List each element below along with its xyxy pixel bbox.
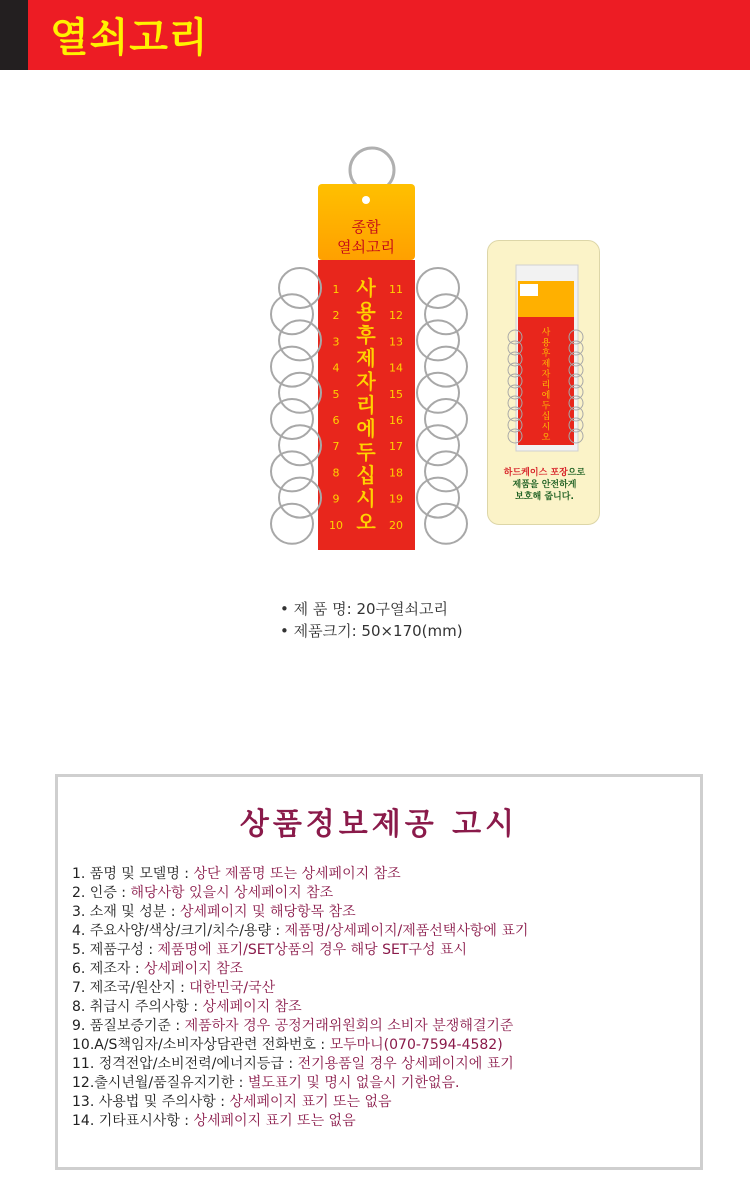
- tag-number: 13: [389, 335, 403, 349]
- tag-vertical-char: 오: [356, 510, 376, 534]
- notice-item-value: 별도표기 및 명시 없을시 기한없음.: [247, 1075, 460, 1091]
- tag-vertical-char: 십: [356, 463, 376, 488]
- tag-number: 4: [332, 361, 340, 375]
- notice-item-value: 상세페이지 참조: [202, 999, 302, 1015]
- notice-item-label: 8. 취급시 주의사항 :: [72, 999, 203, 1015]
- page-header: [0, 0, 750, 70]
- key-ring: [279, 425, 321, 465]
- notice-item-label: 1. 품명 및 모델명 :: [72, 866, 194, 882]
- notice-item-label: 10.A/S책임자/소비자상담관련 전화번호 :: [72, 1037, 330, 1053]
- tag-vertical-char: 에: [356, 416, 376, 441]
- tag-number: 18: [389, 466, 403, 480]
- notice-item-value: 제품명/상세페이지/제품선택사항에 표기: [284, 923, 529, 939]
- key-ring: [425, 294, 467, 334]
- notice-item-label: 12.출시년월/품질유지기한 :: [72, 1075, 248, 1091]
- notice-list: [72, 865, 702, 1131]
- notice-title: 상품정보제공 고시: [239, 807, 519, 842]
- notice-item-label: 5. 제품구성 :: [72, 942, 158, 958]
- notice-item: [72, 1093, 702, 1112]
- tag-vertical-char: 리: [356, 393, 376, 417]
- package-vertical-char: 리: [541, 380, 551, 391]
- notice-item: [72, 941, 702, 960]
- tag-number: 7: [332, 440, 340, 454]
- key-ring: [279, 478, 321, 518]
- notice-item: [72, 884, 702, 903]
- notice-item-value: 상세페이지 및 해당항목 참조: [179, 904, 356, 920]
- package-vertical-char: 후: [541, 349, 551, 359]
- key-ring: [417, 320, 459, 360]
- key-ring: [271, 347, 313, 387]
- key-ring: [279, 373, 321, 413]
- tag-hole: [362, 196, 370, 204]
- tag-vertical-char: 사: [356, 276, 376, 300]
- tag-number: 15: [389, 387, 403, 401]
- tag-number: 16: [389, 414, 403, 427]
- package-vertical-char: 십: [541, 412, 551, 422]
- package-vertical-char: 자: [541, 370, 551, 380]
- notice-item-label: 11. 정격전압/소비전력/에너지등급 :: [72, 1056, 298, 1072]
- notice-item: [72, 1036, 702, 1055]
- key-ring: [425, 399, 467, 439]
- tag-vertical-text: [355, 276, 376, 534]
- notice-item-value: 상세페이지 참조: [144, 961, 244, 977]
- package-vertical-char: 제: [541, 359, 551, 370]
- spec-product-name: • 제 품 명: 20구열쇠고리: [280, 600, 448, 618]
- key-rings-left: [271, 268, 321, 544]
- notice-item: [72, 865, 702, 884]
- tag-label-line-1: 종합: [351, 218, 381, 236]
- tag-number: 10: [329, 518, 343, 532]
- notice-item-value: 대한민국/국산: [189, 980, 276, 996]
- key-ring: [271, 294, 313, 334]
- notice-item-value: 전기용품일 경우 상세페이지에 표기: [297, 1056, 514, 1072]
- notice-item: [72, 922, 702, 941]
- key-ring: [417, 268, 459, 308]
- notice-item-label: 3. 소재 및 성분 :: [72, 904, 180, 920]
- notice-item: [72, 1055, 702, 1074]
- tag-number: 6: [332, 414, 340, 427]
- key-ring: [417, 425, 459, 465]
- package-image: [488, 241, 601, 466]
- package-vertical-char: 용: [541, 338, 551, 349]
- key-ring: [271, 451, 313, 491]
- tag-number: 11: [389, 283, 403, 296]
- product-image: [0, 140, 750, 560]
- notice-item-label: 9. 품질보증기준 :: [72, 1018, 185, 1034]
- tag-label-line-2: 열쇠고리: [337, 238, 395, 256]
- notice-item: [72, 979, 702, 998]
- package-vertical-char: 두: [541, 401, 551, 412]
- spec-product-size: • 제품크기: 50×170(mm): [280, 622, 463, 640]
- key-ring: [417, 478, 459, 518]
- tag-vertical-char: 자: [356, 369, 376, 394]
- tag-number: 14: [389, 361, 403, 375]
- tag-number: 1: [332, 283, 340, 296]
- package-vertical-char: 시: [541, 422, 551, 433]
- package-vertical-char: 오: [541, 433, 551, 443]
- tag-number: 12: [389, 309, 403, 323]
- tag-number: 17: [389, 440, 403, 454]
- tag-number: 9: [332, 492, 340, 506]
- tag-vertical-char: 시: [356, 486, 376, 511]
- tag-vertical-char: 제: [356, 346, 376, 371]
- key-ring: [279, 268, 321, 308]
- notice-item: [72, 960, 702, 979]
- tag-number: 5: [332, 387, 340, 401]
- header-accent-bar: [0, 0, 28, 70]
- key-ring: [425, 504, 467, 544]
- tag-number: 2: [332, 309, 340, 323]
- notice-item: [72, 998, 702, 1017]
- key-ring: [425, 347, 467, 387]
- notice-item-value: 상단 제품명 또는 상세페이지 참조: [193, 866, 401, 882]
- tag-vertical-char: 후: [356, 322, 376, 347]
- notice-item: [72, 903, 702, 922]
- package-caption: 하드케이스 포장으로 제품을 안전하게 보호해 줍니다.: [503, 468, 586, 502]
- notice-item-value: 모두마니(070-7594-4582): [329, 1037, 503, 1053]
- key-ring: [425, 451, 467, 491]
- notice-item-label: 14. 기타표시사항 :: [72, 1113, 194, 1129]
- notice-item-value: 제품명에 표기/SET상품의 경우 해당 SET구성 표시: [157, 942, 467, 958]
- notice-item-value: 상세페이지 표기 또는 없음: [229, 1094, 392, 1110]
- key-ring: [417, 373, 459, 413]
- package-vertical-char: 에: [541, 391, 551, 401]
- product-specs: [280, 598, 463, 642]
- key-ring: [271, 399, 313, 439]
- tag-number: 20: [389, 518, 403, 532]
- tag-number: 8: [332, 466, 340, 480]
- key-ring: [271, 504, 313, 544]
- package-vertical-char: 사: [541, 328, 551, 338]
- tag-vertical-char: 용: [356, 299, 376, 324]
- tag-vertical-char: 두: [356, 439, 376, 464]
- tag-number: 19: [389, 492, 403, 506]
- notice-item-value: 상세페이지 표기 또는 없음: [193, 1113, 356, 1129]
- notice-item-label: 2. 인증 :: [72, 885, 131, 901]
- notice-item-value: 제품하자 경우 공정거래위원회의 소비자 분쟁해결기준: [184, 1018, 514, 1034]
- package-card: [487, 240, 600, 525]
- notice-item-label: 4. 주요사양/색상/크기/치수/용량 :: [72, 923, 285, 939]
- notice-item: [72, 1017, 702, 1036]
- notice-item-value: 해당사항 있을시 상세페이지 참조: [130, 885, 334, 901]
- key-rings-right: [417, 268, 467, 544]
- notice-item-label: 13. 사용법 및 주의사항 :: [72, 1094, 230, 1110]
- page-title: 열쇠고리: [50, 15, 209, 61]
- notice-item: [72, 1112, 702, 1131]
- notice-item-label: 7. 제조국/원산지 :: [72, 980, 190, 996]
- notice-item-label: 6. 제조자 :: [72, 961, 144, 977]
- key-ring: [279, 320, 321, 360]
- product-info-notice: [55, 774, 703, 1170]
- notice-item: [72, 1074, 702, 1093]
- tag-number: 3: [332, 335, 340, 349]
